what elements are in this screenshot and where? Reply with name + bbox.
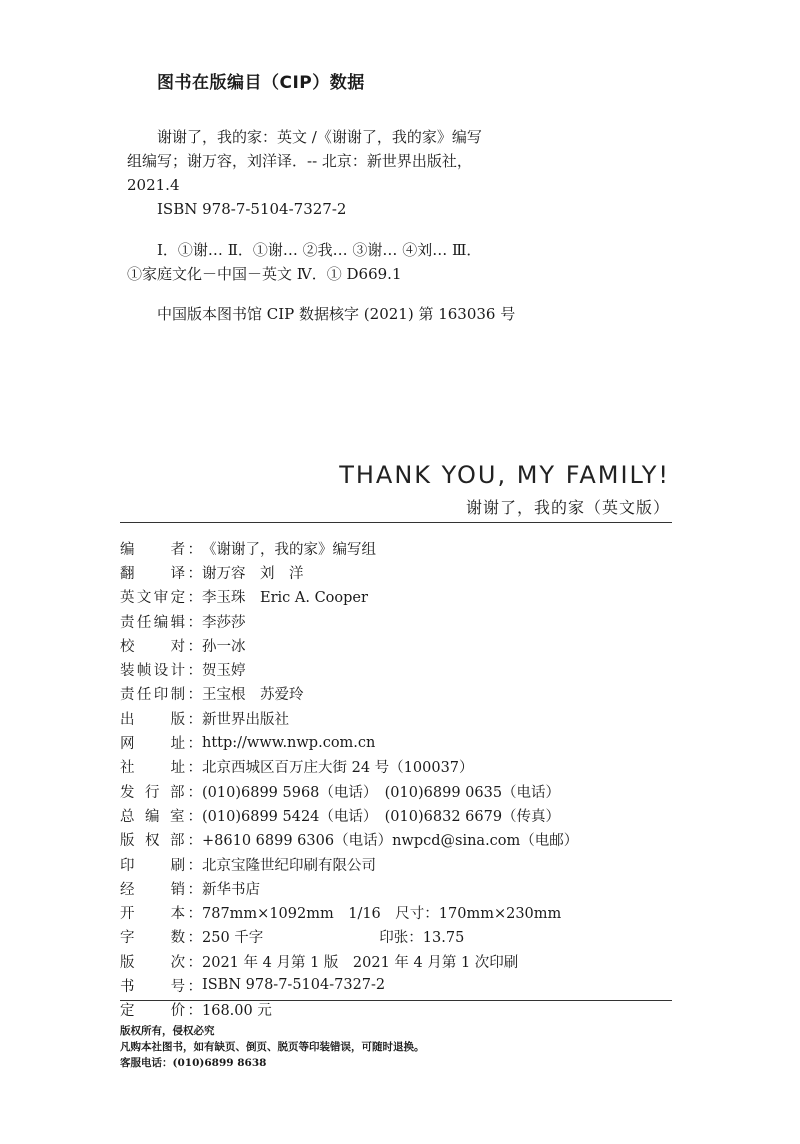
credit-label: 定 价：: [120, 1003, 202, 1020]
credit-label: 字 数：: [120, 930, 202, 947]
credit-label: 校 对：: [120, 638, 202, 655]
credit-label: 英文审定：: [120, 590, 202, 607]
credit-value: 孙一冰: [202, 638, 246, 655]
bottom-rule: [120, 1000, 672, 1001]
credit-value: 北京宝隆世纪印刷有限公司: [202, 857, 376, 874]
cip-heading: 图书在版编目（CIP）数据: [157, 73, 365, 93]
credit-row: [120, 633, 578, 657]
credit-row: [120, 876, 578, 900]
credit-label: 翻 译：: [120, 565, 202, 582]
credit-label: 书 号：: [120, 978, 202, 995]
credit-row: [120, 998, 578, 1022]
credit-row: [120, 900, 578, 924]
top-rule: [120, 522, 672, 523]
credit-label: 出 版：: [120, 711, 202, 728]
chinese-title: 谢谢了，我的家（英文版）: [465, 498, 670, 517]
english-title: THANK YOU, MY FAMILY!: [339, 461, 670, 489]
credit-value: +8610 6899 6306（电话）nwpcd@sina.com（电邮）: [202, 833, 579, 850]
credit-value: (010)6899 5424（电话） (010)6832 6679（传真）: [202, 808, 561, 825]
credit-value: 168.00 元: [202, 1003, 272, 1020]
notice-rights: 版权所有，侵权必究: [120, 1025, 215, 1037]
credit-row: [120, 925, 578, 949]
copyright-notice: [120, 1023, 425, 1071]
credit-label: 版 权 部：: [120, 833, 202, 850]
credit-label: 编 者：: [120, 541, 202, 558]
credit-label: 装帧设计：: [120, 663, 202, 680]
credit-value: 250 千字 印张：13.75: [202, 930, 465, 947]
credit-row: [120, 828, 578, 852]
credit-value: 李莎莎: [202, 614, 246, 631]
credit-label: 发 行 部：: [120, 784, 202, 801]
credit-label: 责任编辑：: [120, 614, 202, 631]
credit-row: [120, 609, 578, 633]
cip-line: ①家庭文化－中国－英文 Ⅳ．① D669.1: [127, 265, 402, 283]
credit-row: [120, 682, 578, 706]
credit-label: 版 次：: [120, 954, 202, 971]
credit-value: 贺玉婷: [202, 663, 246, 680]
credit-value: 北京西城区百万庄大街 24 号（100037）: [202, 760, 474, 777]
cip-entry: [127, 125, 482, 221]
credit-value: 《谢谢了，我的家》编写组: [202, 541, 376, 558]
credit-label: 社 址：: [120, 760, 202, 777]
cip-classification: [127, 238, 481, 286]
credit-row: [120, 949, 578, 973]
cip-line: 谢谢了，我的家：英文 /《谢谢了，我的家》编写: [157, 128, 482, 146]
credit-row: [120, 973, 578, 997]
notice-service-phone: 客服电话：(010)6899 8638: [120, 1057, 267, 1069]
credit-label: 印 刷：: [120, 857, 202, 874]
cip-line: Ⅰ．①谢… Ⅱ．①谢… ②我… ③谢… ④刘… Ⅲ．: [157, 241, 482, 259]
credit-value: ISBN 978-7-5104-7327-2: [202, 977, 386, 994]
credit-value: 新华书店: [202, 881, 260, 898]
credits-list: [120, 536, 578, 1022]
credit-value: 787mm×1092mm 1/16 尺寸：170mm×230mm: [202, 906, 562, 923]
credit-value: 王宝根 苏爱玲: [202, 687, 304, 704]
credit-value: 2021 年 4 月第 1 版 2021 年 4 月第 1 次印刷: [202, 954, 519, 971]
credit-value: 新世界出版社: [202, 711, 289, 728]
credit-value: http://www.nwp.com.cn: [202, 734, 376, 751]
credit-row: [120, 585, 578, 609]
cip-isbn: ISBN 978-7-5104-7327-2: [157, 200, 347, 218]
credit-label: 责任印制：: [120, 687, 202, 704]
credit-label: 网 址：: [120, 736, 202, 753]
credit-row: [120, 536, 578, 560]
credit-row: [120, 852, 578, 876]
credit-row: [120, 803, 578, 827]
credit-value: 谢万容 刘 洋: [202, 565, 304, 582]
cip-record-number: [127, 302, 515, 326]
cip-line: 中国版本图书馆 CIP 数据核字 (2021) 第 163036 号: [157, 305, 516, 323]
credit-row: [120, 560, 578, 584]
credit-value: 李玉珠 Eric A. Cooper: [202, 590, 368, 607]
credit-row: [120, 730, 578, 754]
credit-label: 总 编 室：: [120, 808, 202, 825]
cip-line: 组编写；谢万容，刘洋译．-- 北京：新世界出版社，: [127, 152, 472, 170]
credit-row: [120, 779, 578, 803]
credit-value: (010)6899 5968（电话） (010)6899 0635（电话）: [202, 784, 561, 801]
notice-returns: 凡购本社图书，如有缺页、倒页、脱页等印装错误，可随时退换。: [120, 1041, 425, 1053]
credit-label: 经 销：: [120, 881, 202, 898]
credit-row: [120, 657, 578, 681]
cip-line: 2021.4: [127, 176, 180, 194]
credit-label: 开 本：: [120, 906, 202, 923]
credit-row: [120, 706, 578, 730]
credit-row: [120, 755, 578, 779]
